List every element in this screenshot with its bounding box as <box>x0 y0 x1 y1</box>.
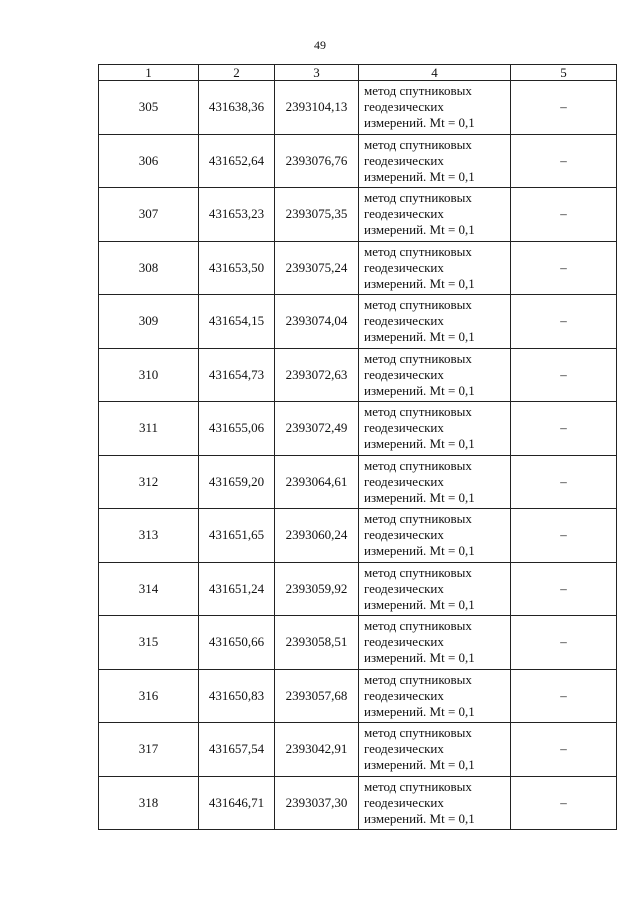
note-cell: – <box>511 348 617 402</box>
x-coordinate-cell: 431659,20 <box>199 455 275 509</box>
y-coordinate-cell: 2393072,49 <box>275 402 359 456</box>
y-coordinate-cell: 2393104,13 <box>275 81 359 135</box>
note-cell: – <box>511 616 617 670</box>
method-cell: метод спутниковых геодезических измерений. Mt = 0,1 <box>359 134 511 188</box>
method-cell: метод спутниковых геодезических измерений. Mt = 0,1 <box>359 81 511 135</box>
header-col-1: 1 <box>99 65 199 81</box>
table-row <box>99 455 617 509</box>
y-coordinate-cell: 2393059,92 <box>275 562 359 616</box>
point-number-cell: 315 <box>99 616 199 670</box>
point-number-cell: 316 <box>99 669 199 723</box>
y-coordinate-cell: 2393042,91 <box>275 723 359 777</box>
x-coordinate-cell: 431646,71 <box>199 776 275 830</box>
point-number-cell: 307 <box>99 188 199 242</box>
y-coordinate-cell: 2393075,35 <box>275 188 359 242</box>
point-number-cell: 318 <box>99 776 199 830</box>
method-cell: метод спутниковых геодезических измерений. Mt = 0,1 <box>359 616 511 670</box>
point-number-cell: 312 <box>99 455 199 509</box>
method-cell: метод спутниковых геодезических измерений. Mt = 0,1 <box>359 188 511 242</box>
x-coordinate-cell: 431657,54 <box>199 723 275 777</box>
table-row <box>99 669 617 723</box>
y-coordinate-cell: 2393072,63 <box>275 348 359 402</box>
y-coordinate-cell: 2393076,76 <box>275 134 359 188</box>
method-cell: метод спутниковых геодезических измерений. Mt = 0,1 <box>359 295 511 349</box>
x-coordinate-cell: 431653,23 <box>199 188 275 242</box>
header-col-3: 3 <box>275 65 359 81</box>
method-cell: метод спутниковых геодезических измерений. Mt = 0,1 <box>359 723 511 777</box>
table-row <box>99 241 617 295</box>
x-coordinate-cell: 431654,73 <box>199 348 275 402</box>
note-cell: – <box>511 295 617 349</box>
header-col-5: 5 <box>511 65 617 81</box>
note-cell: – <box>511 509 617 563</box>
point-number-cell: 306 <box>99 134 199 188</box>
point-number-cell: 314 <box>99 562 199 616</box>
x-coordinate-cell: 431651,65 <box>199 509 275 563</box>
y-coordinate-cell: 2393037,30 <box>275 776 359 830</box>
page-number: 49 <box>314 38 326 52</box>
point-number-cell: 309 <box>99 295 199 349</box>
table-row <box>99 402 617 456</box>
method-cell: метод спутниковых геодезических измерений. Mt = 0,1 <box>359 776 511 830</box>
x-coordinate-cell: 431653,50 <box>199 241 275 295</box>
y-coordinate-cell: 2393058,51 <box>275 616 359 670</box>
table-row <box>99 509 617 563</box>
table-row <box>99 348 617 402</box>
point-number-cell: 308 <box>99 241 199 295</box>
x-coordinate-cell: 431638,36 <box>199 81 275 135</box>
x-coordinate-cell: 431651,24 <box>199 562 275 616</box>
method-cell: метод спутниковых геодезических измерений. Mt = 0,1 <box>359 402 511 456</box>
note-cell: – <box>511 402 617 456</box>
method-cell: метод спутниковых геодезических измерений. Mt = 0,1 <box>359 455 511 509</box>
y-coordinate-cell: 2393060,24 <box>275 509 359 563</box>
table-header <box>99 65 617 81</box>
note-cell: – <box>511 134 617 188</box>
method-cell: метод спутниковых геодезических измерений. Mt = 0,1 <box>359 509 511 563</box>
header-col-4: 4 <box>359 65 511 81</box>
note-cell: – <box>511 562 617 616</box>
note-cell: – <box>511 669 617 723</box>
table-row <box>99 134 617 188</box>
point-number-cell: 311 <box>99 402 199 456</box>
note-cell: – <box>511 455 617 509</box>
note-cell: – <box>511 241 617 295</box>
method-cell: метод спутниковых геодезических измерений. Mt = 0,1 <box>359 348 511 402</box>
y-coordinate-cell: 2393057,68 <box>275 669 359 723</box>
x-coordinate-cell: 431655,06 <box>199 402 275 456</box>
note-cell: – <box>511 776 617 830</box>
method-cell: метод спутниковых геодезических измерений. Mt = 0,1 <box>359 669 511 723</box>
x-coordinate-cell: 431654,15 <box>199 295 275 349</box>
coordinates-table <box>98 64 617 830</box>
point-number-cell: 305 <box>99 81 199 135</box>
method-cell: метод спутниковых геодезических измерений. Mt = 0,1 <box>359 241 511 295</box>
table-row <box>99 188 617 242</box>
table-row <box>99 723 617 777</box>
table-row <box>99 295 617 349</box>
point-number-cell: 317 <box>99 723 199 777</box>
y-coordinate-cell: 2393074,04 <box>275 295 359 349</box>
header-col-2: 2 <box>199 65 275 81</box>
y-coordinate-cell: 2393075,24 <box>275 241 359 295</box>
method-cell: метод спутниковых геодезических измерений. Mt = 0,1 <box>359 562 511 616</box>
table-row <box>99 616 617 670</box>
point-number-cell: 310 <box>99 348 199 402</box>
table-row <box>99 81 617 135</box>
note-cell: – <box>511 81 617 135</box>
y-coordinate-cell: 2393064,61 <box>275 455 359 509</box>
x-coordinate-cell: 431652,64 <box>199 134 275 188</box>
table-body <box>99 81 617 830</box>
table-row <box>99 562 617 616</box>
header-row <box>99 65 617 81</box>
note-cell: – <box>511 188 617 242</box>
x-coordinate-cell: 431650,83 <box>199 669 275 723</box>
point-number-cell: 313 <box>99 509 199 563</box>
note-cell: – <box>511 723 617 777</box>
x-coordinate-cell: 431650,66 <box>199 616 275 670</box>
table-row <box>99 776 617 830</box>
